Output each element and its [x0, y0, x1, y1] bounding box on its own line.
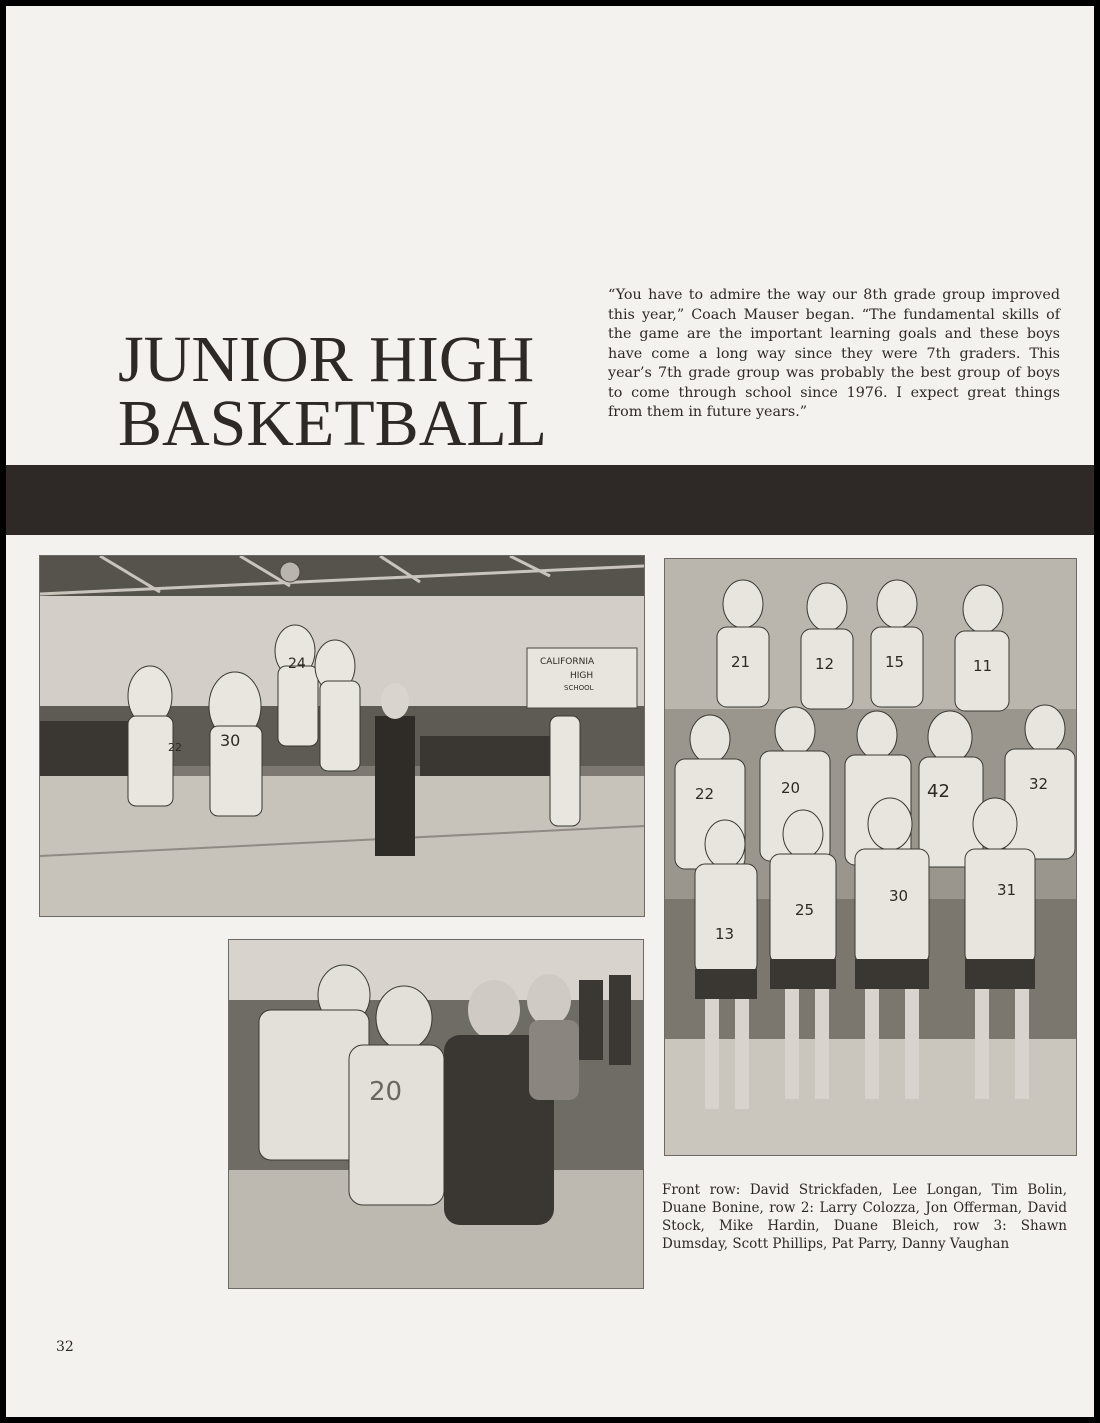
banner-text-2: HIGH — [570, 671, 594, 681]
jersey-number-30: 30 — [889, 887, 909, 905]
title-line-2: BASKETBALL — [118, 387, 547, 460]
team-roster-caption: Front row: David Strickfaden, Lee Longan, Tim Bolin, Duane Bonine, row 2: Larry Colozza, Jon Offerman, David Stock, Mike Hardin, Duane Bleich, row 3: Shawn Dumsday, Scott Phillips, Pat Parry, Danny Vaughan — [662, 1182, 1067, 1252]
jersey-number-20: 20 — [369, 1077, 403, 1107]
page-title — [118, 323, 598, 460]
banner-text-3: SCHOOL — [564, 684, 594, 692]
jersey-number-22: 22 — [695, 785, 715, 803]
jersey-number-42: 42 — [927, 781, 950, 802]
team-huddle-photo — [228, 939, 644, 1289]
page-number: 32 — [56, 1339, 74, 1355]
jersey-number-25: 25 — [795, 901, 815, 919]
header-band — [6, 465, 1094, 535]
jersey-number-30: 30 — [220, 731, 241, 750]
game-action-photo — [39, 555, 645, 917]
jersey-number-11: 11 — [973, 657, 993, 675]
jersey-number-15: 15 — [885, 653, 905, 671]
jersey-number-32: 32 — [1029, 775, 1049, 793]
title-line-1: JUNIOR HIGH — [118, 323, 535, 396]
jersey-number-20: 20 — [781, 779, 801, 797]
jersey-number-31: 31 — [997, 881, 1017, 899]
yearbook-page — [6, 6, 1094, 1417]
intro-quote: “You have to admire the way our 8th grade group improved this year,” Coach Mauser began. “The fundamental skills of the game are the important learning goals and these boys have come a long way since they were 7th graders. This year’s 7th grade group was probably the best group of boys to come through school since 1976. I expect great things from them in future years.” — [608, 287, 1060, 420]
jersey-number-12: 12 — [815, 655, 835, 673]
jersey-number-24: 24 — [288, 656, 306, 672]
jersey-number-22: 22 — [168, 741, 182, 754]
jersey-number-21: 21 — [731, 653, 751, 671]
banner-text-1: CALIFORNIA — [540, 657, 595, 667]
jersey-number-13: 13 — [715, 925, 735, 943]
team-portrait-photo — [664, 558, 1077, 1156]
